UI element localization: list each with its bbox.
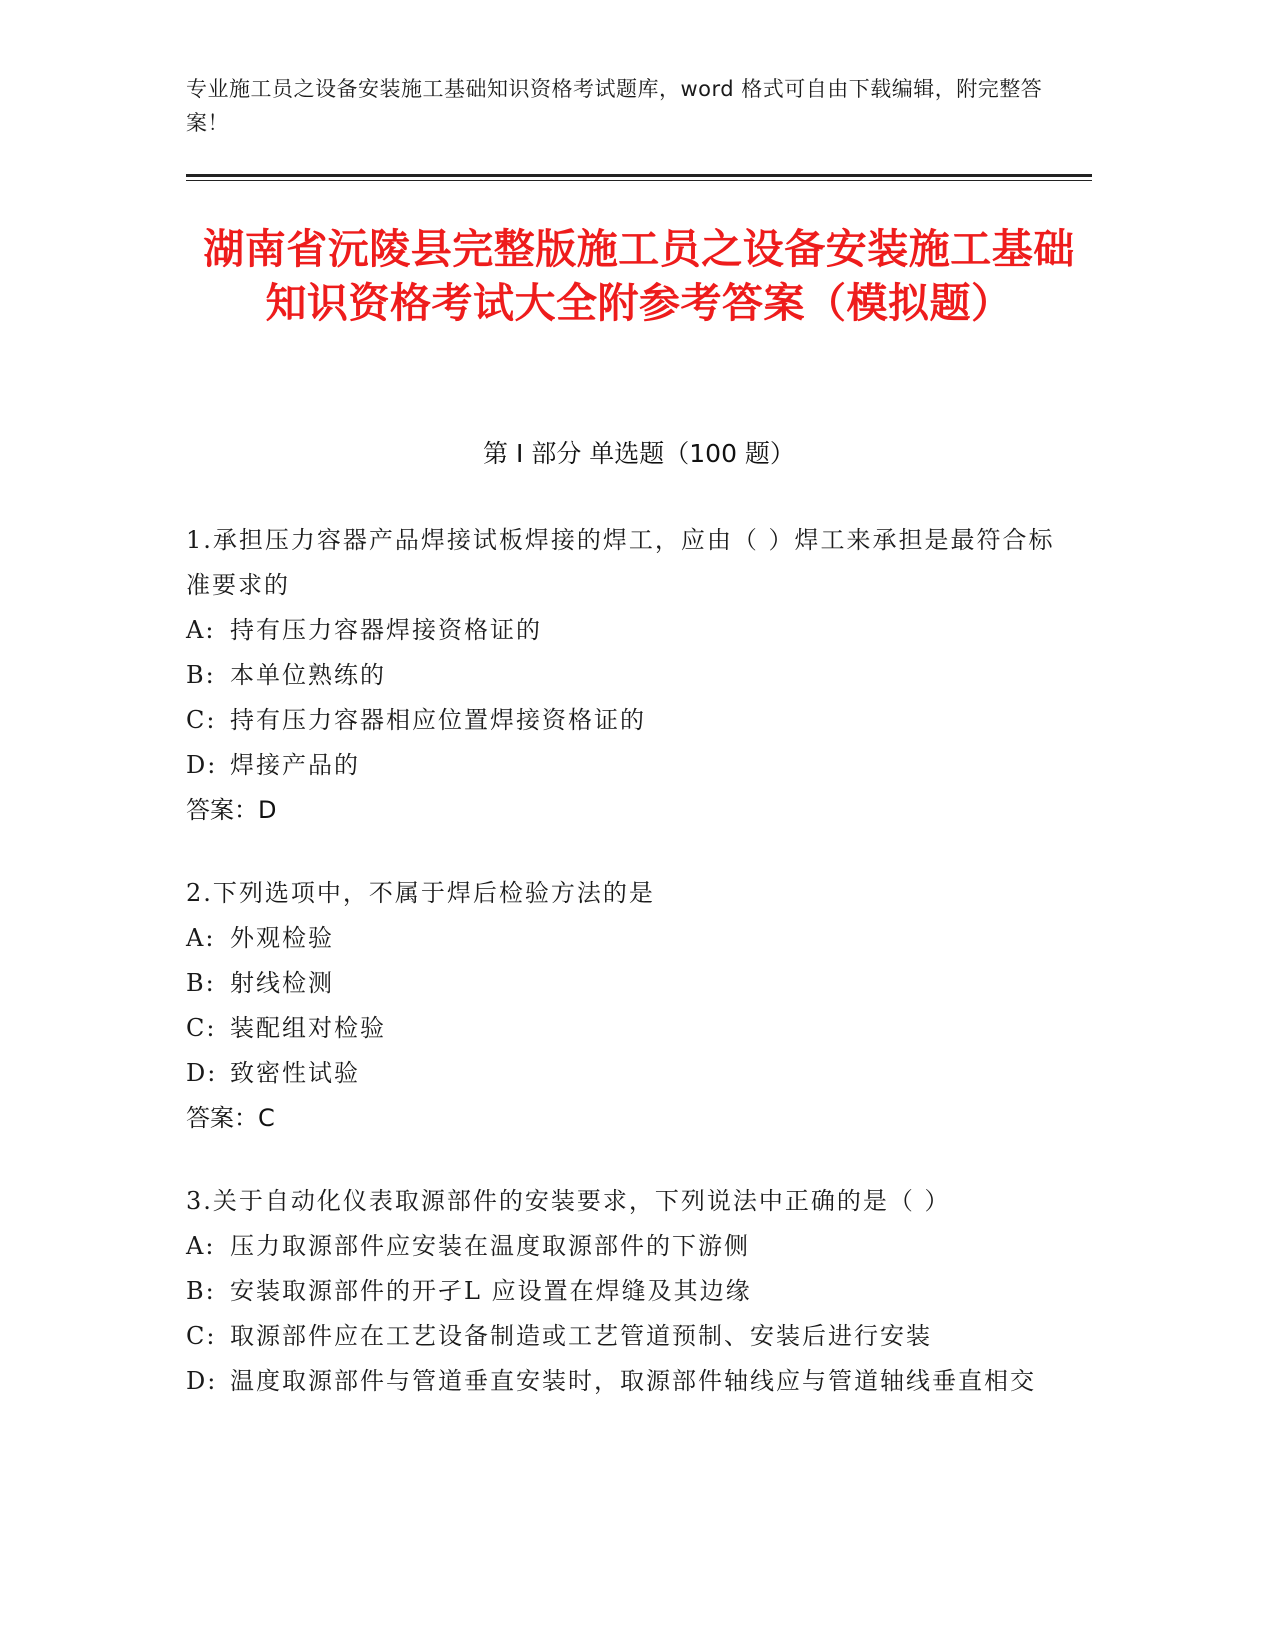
option-a [186,916,1066,961]
header-rule-thick [186,174,1092,177]
option-text: 焊接产品的 [230,751,360,779]
option-c [186,1006,1066,1051]
option-letter: C: [186,1014,217,1042]
header-rule-thin [186,180,1092,181]
option-d [186,1051,1066,1096]
question-list [186,518,1066,1442]
option-letter: D: [186,1367,218,1395]
option-text: 持有压力容器相应位置焊接资格证的 [230,706,646,734]
question-1 [186,518,1066,833]
option-c [186,698,1066,743]
option-letter: A: [186,616,216,644]
option-letter: D: [186,1059,218,1087]
option-d [186,1359,1066,1404]
option-text: 装配组对检验 [230,1014,386,1042]
section-heading: 第 I 部分 单选题（100 题） [483,439,795,468]
question-3 [186,1179,1066,1404]
option-text: 温度取源部件与管道垂直安装时，取源部件轴线应与管道轴线垂直相交 [230,1367,1036,1395]
option-letter: C: [186,706,217,734]
option-b [186,653,1066,698]
option-text: 致密性试验 [230,1059,360,1087]
header-note: 专业施工员之设备安装施工基础知识资格考试题库，word 格式可自由下载编辑，附完整答案！ [186,77,1043,135]
question-stem: 3.关于自动化仪表取源部件的安装要求，下列说法中正确的是（ ） [186,1187,951,1215]
option-text: 持有压力容器焊接资格证的 [230,616,542,644]
option-text: 本单位熟练的 [230,661,386,689]
answer-line: 答案：C [186,1104,275,1132]
option-text: 取源部件应在工艺设备制造或工艺管道预制、安装后进行安装 [230,1322,932,1350]
option-letter: A: [186,924,216,952]
option-letter: B: [186,969,216,997]
answer-line: 答案：D [186,796,277,824]
option-b [186,1269,1066,1314]
option-text: 压力取源部件应安装在温度取源部件的下游侧 [230,1232,750,1260]
document-title: 湖南省沅陵县完整版施工员之设备安装施工基础知识资格考试大全附参考答案（模拟题） [203,225,1075,327]
question-stem: 2.下列选项中，不属于焊后检验方法的是 [186,879,655,907]
option-text: 安装取源部件的开孑L 应设置在焊缝及其边缘 [230,1277,752,1305]
option-a [186,1224,1066,1269]
option-letter: A: [186,1232,216,1260]
option-letter: B: [186,661,216,689]
option-letter: C: [186,1322,217,1350]
option-c [186,1314,1066,1359]
option-text: 外观检验 [230,924,334,952]
question-stem: 1.承担压力容器产品焊接试板焊接的焊工，应由（ ）焊工来承担是最符合标准要求的 [186,526,1055,599]
option-a [186,608,1066,653]
option-b [186,961,1066,1006]
question-2 [186,871,1066,1141]
option-letter: B: [186,1277,216,1305]
option-text: 射线检测 [230,969,334,997]
option-letter: D: [186,751,218,779]
option-d [186,743,1066,788]
